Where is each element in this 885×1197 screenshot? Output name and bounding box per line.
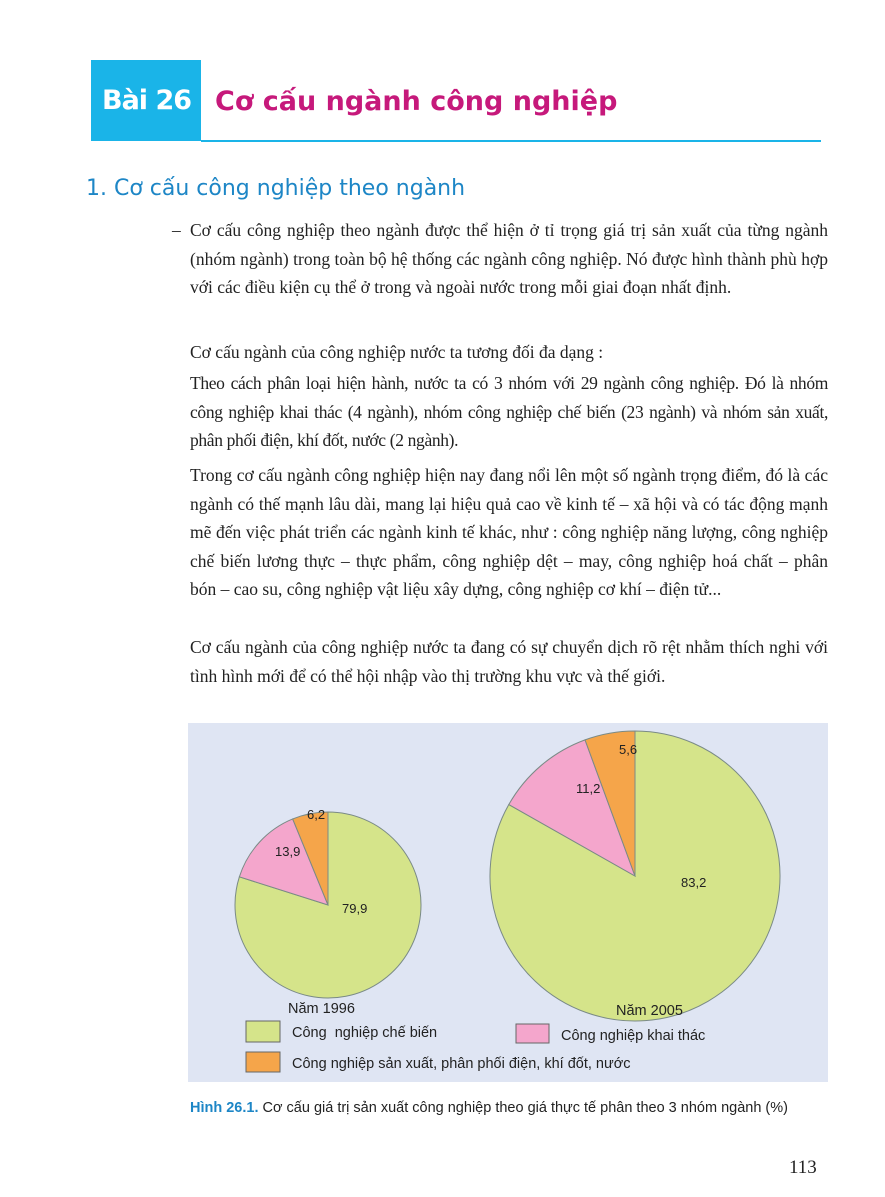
pie-1996-value-che-bien: 79,9 [342,901,368,916]
pie-2005-value-che-bien: 83,2 [681,875,707,890]
caption-label: Hình 26.1. [190,1100,259,1116]
paragraph-2: Cơ cấu ngành của công nghiệp nước ta tương đối đa dạng : [190,342,604,362]
title-underline [201,140,821,142]
pie-2005-value-dien-khi-nuoc: 5,6 [619,742,638,757]
pie-1996-value-khai-thac: 13,9 [275,844,301,859]
figure-pie-charts [188,723,828,1082]
legend-label-dien-khi-nuoc: Công nghiệp sản xuất, phân phối điện, khí đốt, nước [292,1056,631,1072]
legend-label-khai-thac: Công nghiệp khai thác [561,1028,706,1044]
page-number: 113 [789,1157,817,1178]
paragraph-1: Cơ cấu công nghiệp theo ngành được thể hiện ở tỉ trọng giá trị sản xuất của từng ngành (nhóm ngành) trong toàn bộ hệ thống các ngành công nghiệp. Nó được hình thành phù hợp với các điều kiện cụ thể ở trong và ngoài nước trong mỗi giai đoạn nhất định. [190,220,828,297]
legend [246,1021,705,1072]
paragraph-3: Theo cách phân loại hiện hành, nước ta có 3 nhóm với 29 ngành công nghiệp. Đó là nhóm công nghiệp khai thác (4 ngành), nhóm công nghiệp chế biến (23 ngành) và nhóm sản xuất, phân phối điện, khí đốt, nước (2 ngành). [190,373,828,450]
lesson-title: Cơ cấu ngành công nghiệp [215,86,618,117]
legend-swatch-khai-thac [516,1024,549,1043]
lesson-number: Bài 26 [102,85,192,116]
legend-swatch-dien-khi-nuoc [246,1052,280,1072]
figure-caption [190,1097,820,1119]
bullet-dash: – [172,220,181,240]
pie-1996-value-dien-khi-nuoc: 6,2 [307,807,326,822]
paragraph-5: Cơ cấu ngành của công nghiệp nước ta đang có sự chuyển dịch rõ rệt nhằm thích nghi với tình hình mới để có thể hội nhập vào thị trường khu vực và thế giới. [190,637,828,686]
pie-2005-year-label: Năm 2005 [616,1003,683,1019]
pie-2005-value-khai-thac: 11,2 [576,781,601,796]
pie-1996-year-label: Năm 1996 [288,1001,355,1017]
pie-1996 [235,807,421,1017]
paragraph-4: Trong cơ cấu ngành công nghiệp hiện nay đang nổi lên một số ngành trọng điểm, đó là các ngành có thế mạnh lâu dài, mang lại hiệu quả cao về kinh tế – xã hội và có tác động mạnh mẽ đến việc phát triển các ngành kinh tế khác, như : công nghiệp năng lượng, công nghiệp chế biến lương thực – thực phẩm, công nghiệp dệt – may, công nghiệp hoá chất – phân bón – cao su, công nghiệp vật liệu xây dựng, công nghiệp cơ khí – điện tử... [190,465,828,599]
pie-2005 [490,731,780,1021]
section-heading: 1. Cơ cấu công nghiệp theo ngành [86,176,466,201]
legend-swatch-che-bien [246,1021,280,1042]
legend-label-che-bien: Công nghiệp chế biến [292,1025,438,1041]
caption-text: Cơ cấu giá trị sản xuất công nghiệp theo giá thực tế phân theo 3 nhóm ngành (%) [262,1100,788,1116]
